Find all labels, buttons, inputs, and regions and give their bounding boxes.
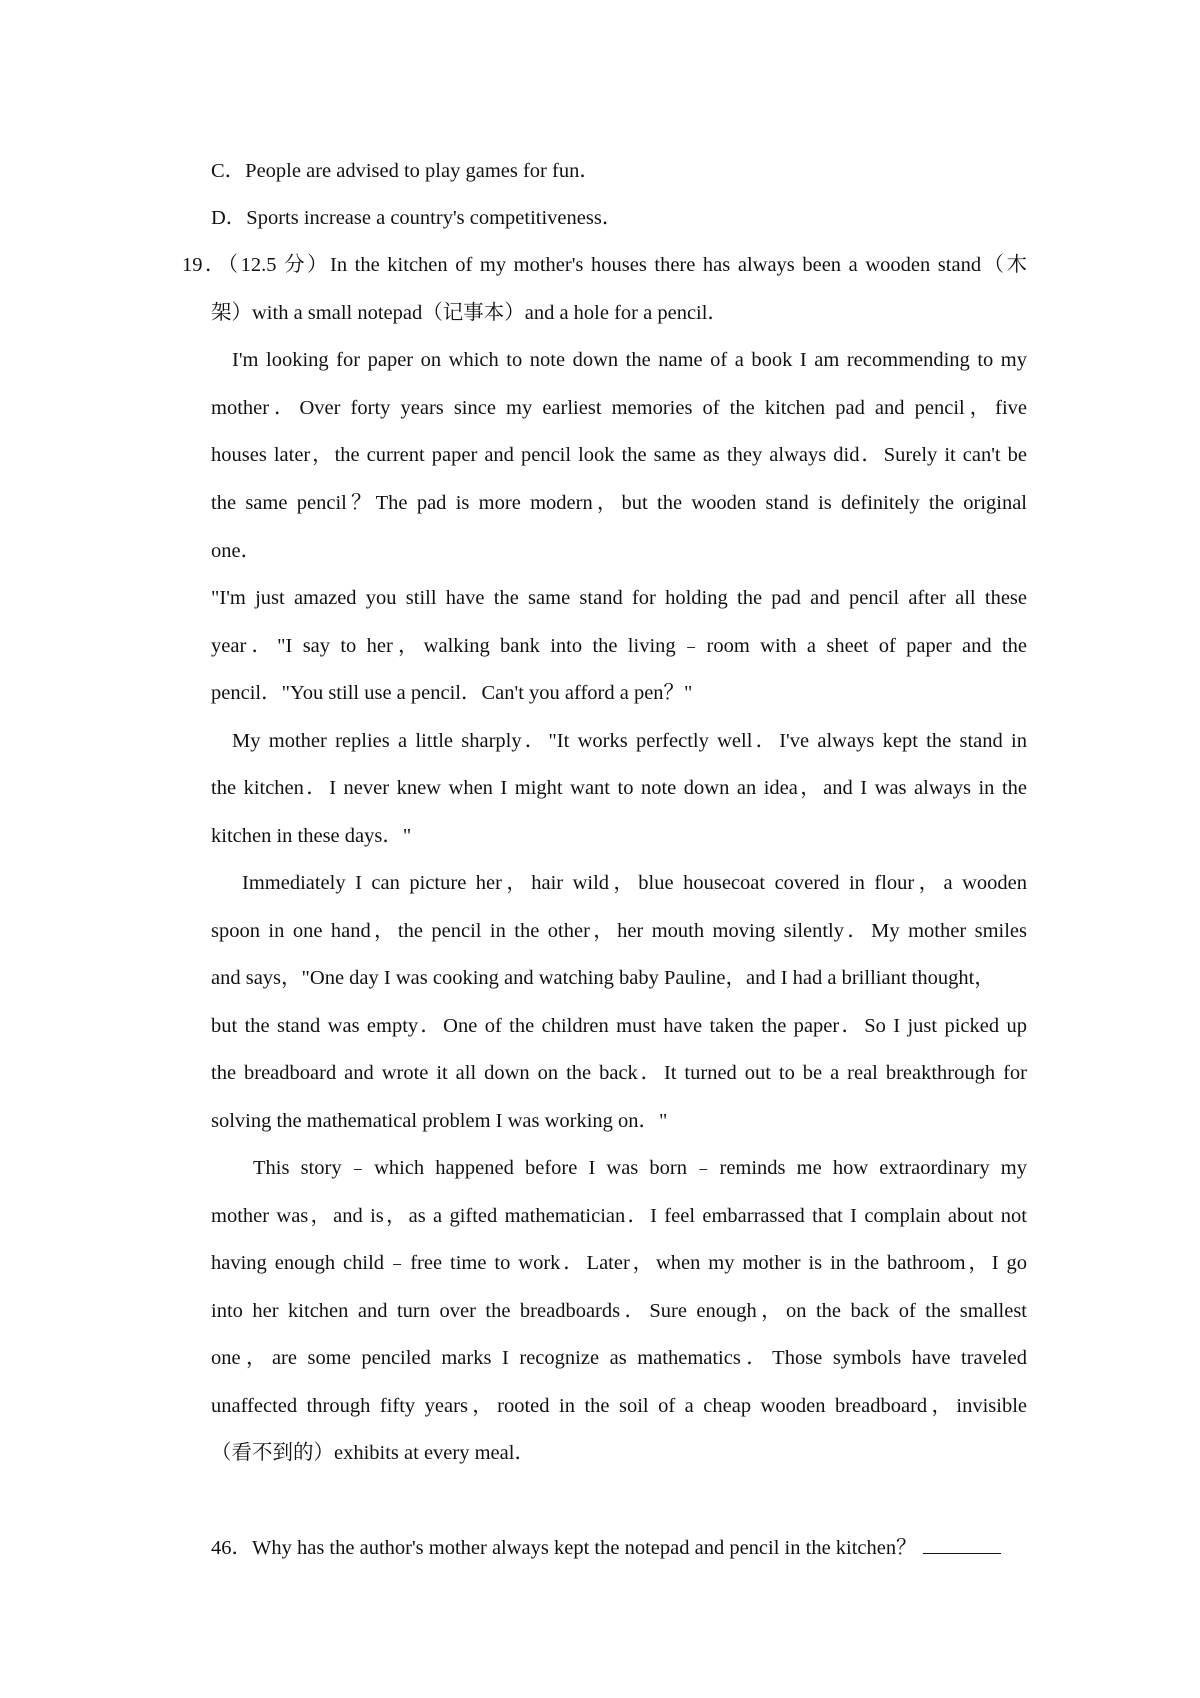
passage-line: （看不到的）exhibits at every meal． xyxy=(211,1442,535,1464)
passage-line: the same pencil？The pad is more modern，but the wooden stand is definitely the original xyxy=(211,492,1027,514)
passage-line: This story﹣which happened before I was born﹣reminds me how extraordinary my xyxy=(253,1157,1027,1179)
passage-line: My mother replies a little sharply．"It works perfectly well．I've always kept the stand in xyxy=(232,730,1027,752)
passage-line: "I'm just amazed you still have the same stand for holding the pad and pencil after all these xyxy=(211,587,1027,609)
passage-line: year．"I say to her，walking bank into the living﹣room with a sheet of paper and the xyxy=(211,635,1027,657)
passage-line: into her kitchen and turn over the breadboards．Sure enough，on the back of the smallest xyxy=(211,1300,1027,1322)
passage-line: unaffected through fifty years，rooted in the soil of a cheap wooden breadboard，invisible xyxy=(211,1395,1027,1417)
passage-line: solving the mathematical problem I was working on．" xyxy=(211,1110,668,1132)
passage-line: Immediately I can picture her，hair wild，blue housecoat covered in flour，a wooden xyxy=(242,872,1027,894)
passage-line: I'm looking for paper on which to note down the name of a book I am recommending to my xyxy=(232,349,1027,371)
passage-line: one． xyxy=(211,540,262,562)
passage-line: and says，"One day I was cooking and watching baby Pauline，and I had a brilliant thought， xyxy=(211,967,995,989)
passage-line: kitchen in these days．" xyxy=(211,825,412,847)
passage-line: the kitchen．I never knew when I might want to note down an idea，and I was always in the xyxy=(211,777,1027,799)
passage-line: one，are some penciled marks I recognize as mathematics．Those symbols have traveled xyxy=(211,1347,1027,1369)
passage-line: the breadboard and wrote it all down on the back．It turned out to be a real breakthrough for xyxy=(211,1062,1027,1084)
passage-line: but the stand was empty．One of the children must have taken the paper．So I just picked up xyxy=(211,1015,1027,1037)
option-d: D．Sports increase a country's competitiveness． xyxy=(211,207,623,229)
passage-line: spoon in one hand，the pencil in the other，her mouth moving silently．My mother smiles xyxy=(211,920,1027,942)
answer-blank[interactable] xyxy=(923,1533,1001,1554)
question-46-text: 46．Why has the author's mother always kept the notepad and pencil in the kitchen？ xyxy=(211,1537,917,1559)
question-19-header-line1: 19．（12.5 分）In the kitchen of my mother's houses there has always been a wooden stand（木 xyxy=(182,254,1027,276)
passage-line: having enough child﹣free time to work．Later，when my mother is in the bathroom，I go xyxy=(211,1252,1027,1274)
option-c: C．People are advised to play games for fun． xyxy=(211,160,600,182)
passage-line: mother．Over forty years since my earliest memories of the kitchen pad and pencil，five xyxy=(211,397,1027,419)
passage-line: mother was，and is，as a gifted mathematician．I feel embarrassed that I complain about not xyxy=(211,1205,1027,1227)
question-19-header-line2: 架）with a small notepad（记事本）and a hole for a pencil． xyxy=(211,302,728,324)
passage-line: pencil．"You still use a pencil．Can't you afford a pen？" xyxy=(211,682,693,704)
passage-line: houses later，the current paper and pencil look the same as they always did．Surely it can't be xyxy=(211,444,1027,466)
question-46 xyxy=(211,1533,1001,1563)
